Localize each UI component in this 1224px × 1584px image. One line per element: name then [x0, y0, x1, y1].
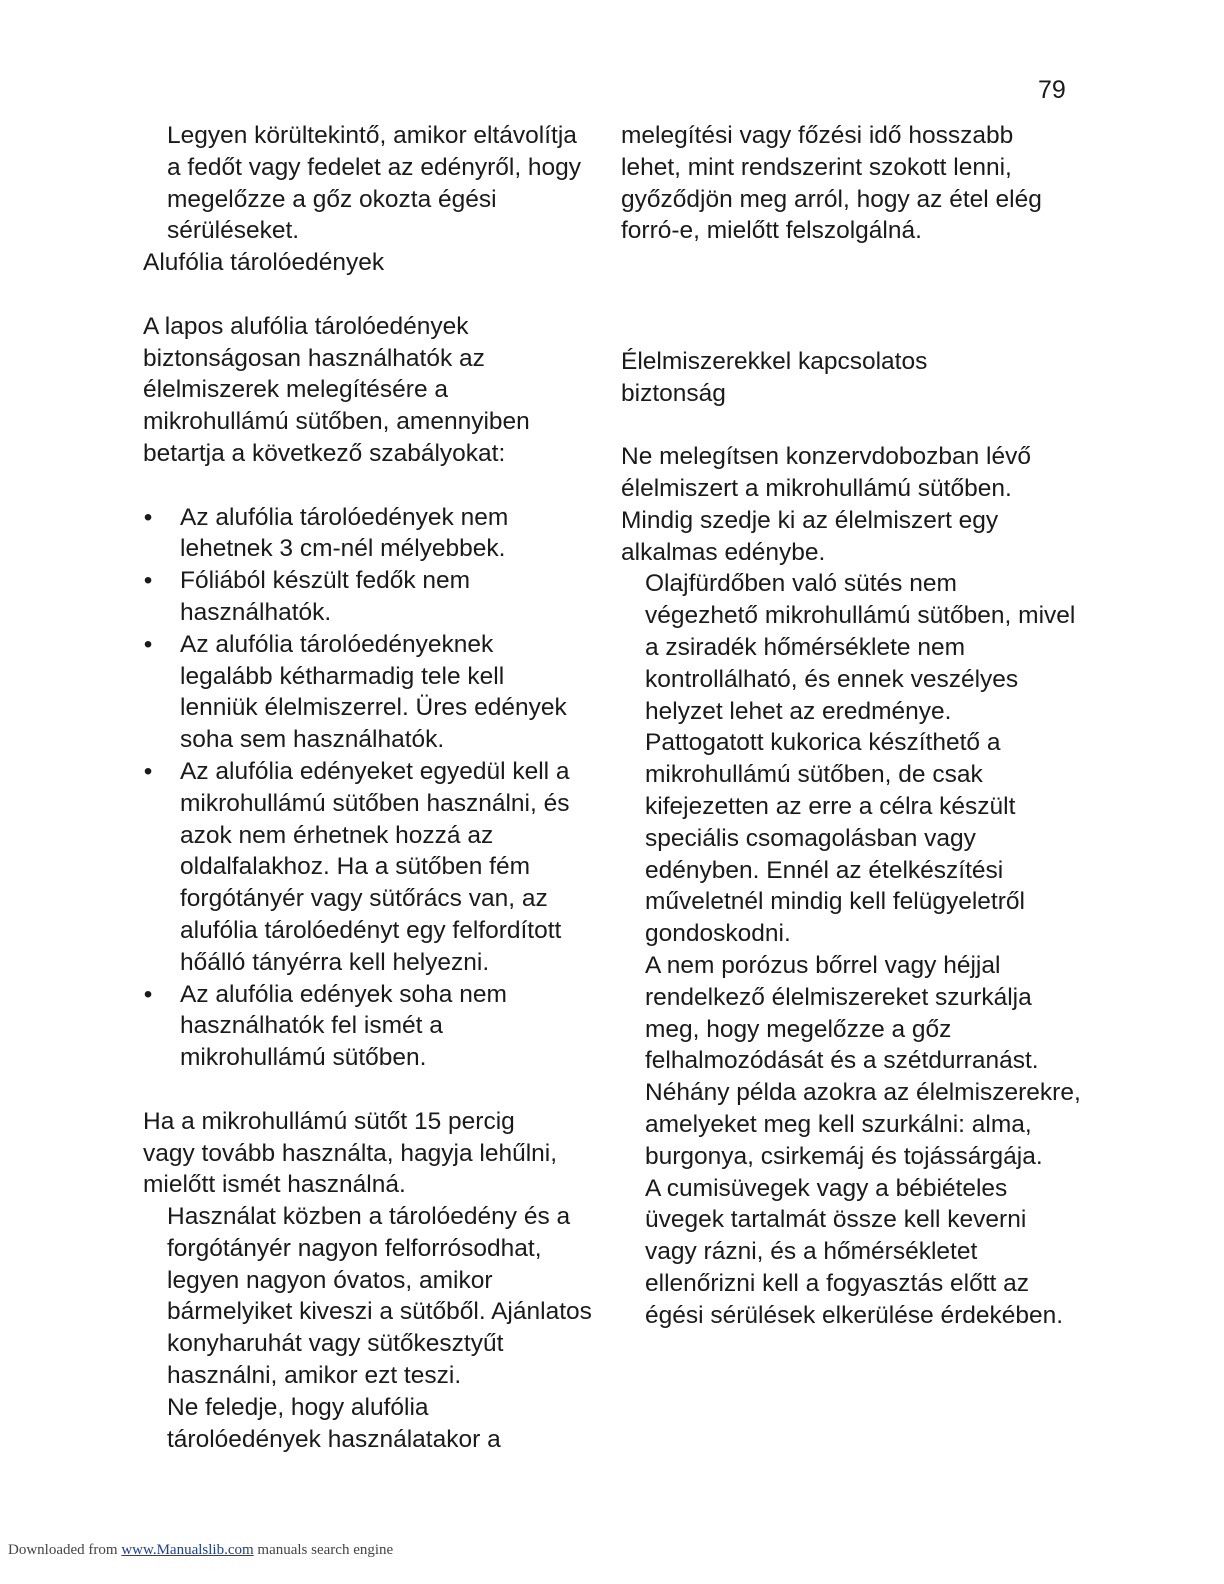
paragraph-pierce-skin: A nem porózus bőrrel vagy héjjal rendelkező élelmiszereket szurkálja meg, hogy megelőzze a gőz felhalmozódását és a szétdurranást. Néhány példa azokra az élelmiszerekre, amelyeket meg kell szurkálni: alma, burgonya, csirkemáj és tojássárgája. — [645, 951, 1081, 1170]
paragraph-remember: Ne feledje, hogy alufólia tárolóedények használatakor a — [167, 1393, 501, 1453]
page-number: 79 — [1038, 76, 1066, 104]
left-column — [143, 120, 603, 1455]
paragraph-popcorn: Pattogatott kukorica készíthető a mikrohullámú sütőben, de csak kifejezetten az erre a célra készült speciális csomagolásban vagy edényben. Ennél az ételkészítési műveletnél mindig kell felügyeletről gondoskodni. — [645, 729, 1025, 948]
section-heading-aluminium: Alufólia tárolóedények — [143, 249, 385, 277]
list-item: • Az alufólia edények soha nem használhatók fel ismét a mikrohullámú sütőben. — [143, 980, 507, 1072]
bullet-icon: • — [143, 567, 153, 595]
paragraph-cans: Ne melegítsen konzervdobozban lévő élelmiszert a mikrohullámú sütőben. Mindig szedje ki az élelmiszert egy alkalmas edénybe. — [621, 443, 1031, 566]
bullet-icon: • — [143, 503, 153, 531]
paragraph-lid-warning: Legyen körültekintő, amikor eltávolítja a fedőt vagy fedelet az edényről, hogy megelőzze a gőz okozta égési sérüléseket. — [167, 122, 582, 245]
paragraph-baby-food: A cumisüvegek vagy a bébiételes üvegek tartalmát össze kell keverni vagy rázni, és a hőmérsékletet ellenőrizni kell a fogyasztás előtt az égési sérülések elkerülése érdekében. — [645, 1174, 1064, 1329]
paragraph-hot-container: Használat közben a tárolóedény és a forgótányér nagyon felforrósodhat, legyen nagyon óvatos, amikor bármelyiket kiveszi a sütőből. Ajánlatos konyharuhát vagy sütőkesztyűt használni, amikor ezt teszi. — [167, 1203, 592, 1390]
bullet-icon: • — [143, 980, 153, 1008]
list-item: • Az alufólia tárolóedényeknek legalább kétharmadig tele kell lenniük élelmiszerrel. Üres edények soha sem használhatók. — [143, 630, 567, 754]
paragraph-aluminium-intro: A lapos alufólia tárolóedények biztonságosan használhatók az élelmiszerek melegítésére a mikrohullámú sütőben, amennyiben betartja a következő szabályokat: — [143, 312, 530, 467]
list-item: • Az alufólia edényeket egyedül kell a mikrohullámú sütőben használni, és azok nem érhetnek hozzá az oldalfalakhoz. Ha a sütőben fém forgótányér vagy sütőrács van, az alufólia tárolóedényt egy felfordított hőálló tányérra kell helyezni. — [143, 757, 570, 976]
list-item: • Az alufólia tárolóedények nem lehetnek 3 cm-nél mélyebbek. — [143, 503, 509, 563]
bullet-icon: • — [143, 757, 153, 785]
manualslib-link[interactable]: www.Manualslib.com — [121, 1542, 254, 1558]
bullet-icon: • — [143, 630, 153, 658]
paragraph-oil-frying: Olajfürdőben való sütés nem végezhető mikrohullámú sütőben, mivel a zsiradék hőmérséklete nem kontrollálható, és ennek veszélyes helyzet lehet az eredménye. — [645, 570, 1076, 725]
section-heading-food-safety: Élelmiszerekkel kapcsolatos biztonság — [621, 347, 928, 407]
download-footer: Downloaded from www.Manualslib.com manuals search engine — [8, 1542, 394, 1558]
list-item: • Fóliából készült fedők nem használhatók. — [143, 567, 471, 626]
right-column — [621, 120, 1081, 1331]
paragraph-continued: melegítési vagy főzési idő hosszabb lehet, mint rendszerint szokott lenni, győződjön meg arról, hogy az étel elég forró-e, mielőtt felszolgálná. — [621, 122, 1042, 245]
paragraph-cooldown: Ha a mikrohullámú sütőt 15 percig vagy tovább használta, hagyja lehűlni, mielőtt ismét használná. — [143, 1107, 558, 1199]
rules-list — [143, 502, 603, 1074]
